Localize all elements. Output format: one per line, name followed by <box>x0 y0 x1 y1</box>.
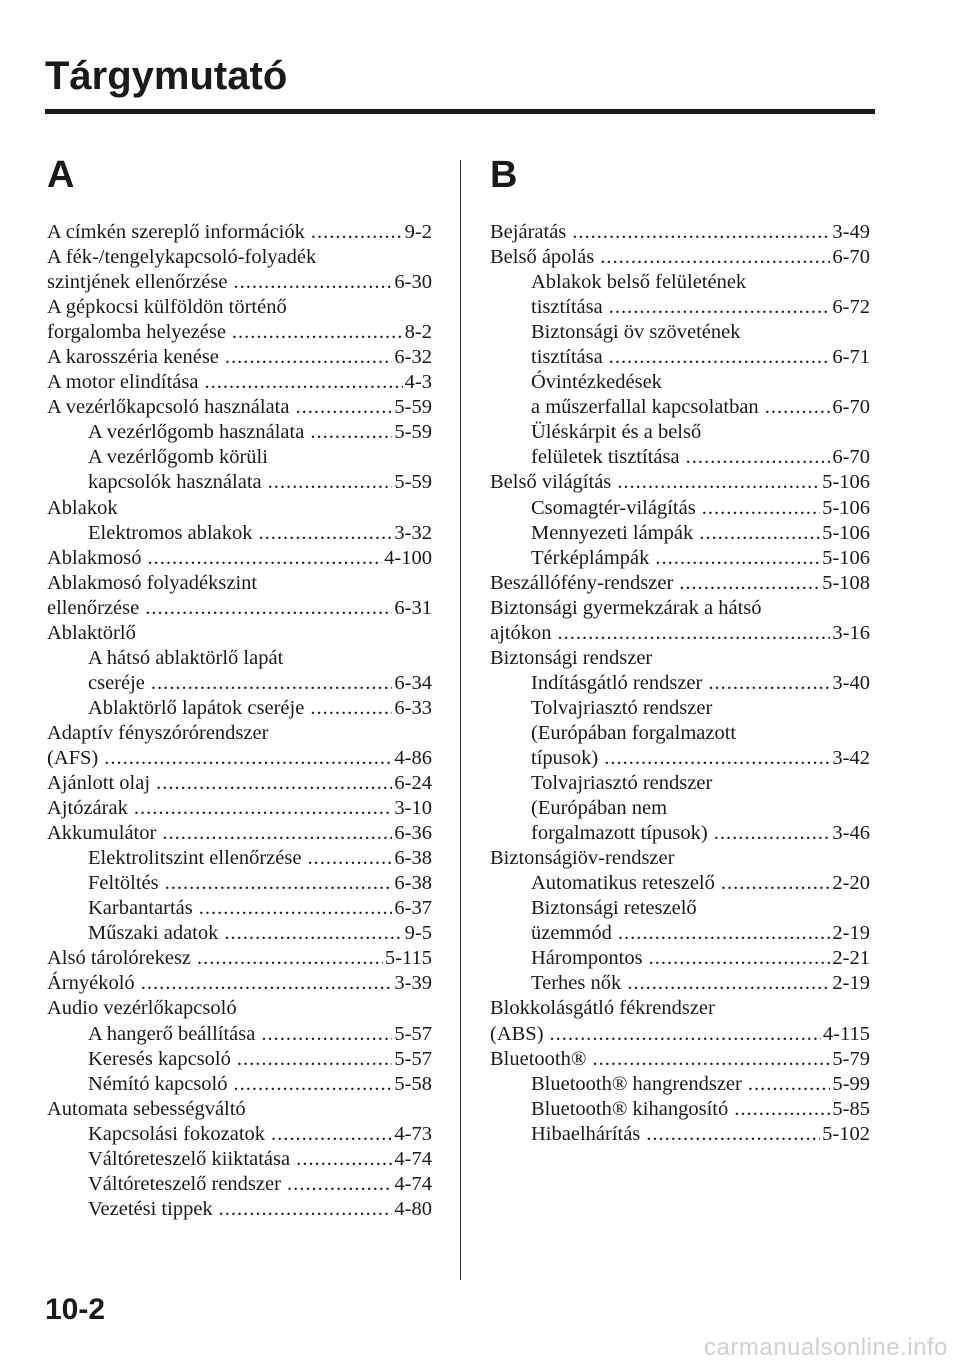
entry-page-ref: 5-58 <box>394 1072 432 1095</box>
dot-leader <box>592 1047 830 1072</box>
index-subentry <box>490 521 870 546</box>
entry-text: forgalomba helyezése <box>47 321 226 344</box>
dot-leader <box>604 746 830 771</box>
index-entry <box>490 846 870 871</box>
entry-text: Ablakok belső felületének <box>531 271 747 294</box>
entry-page-ref: 3-46 <box>832 822 870 845</box>
entry-text: Biztonságiöv-rendszer <box>490 847 675 870</box>
dot-leader <box>649 946 831 971</box>
dot-leader <box>148 546 383 571</box>
entry-page-ref: 5-59 <box>394 421 432 444</box>
index-entry <box>490 470 870 495</box>
entry-text: A hátsó ablaktörlő lapát <box>88 646 284 669</box>
entry-text: Akkumulátor <box>47 822 157 845</box>
dot-leader <box>233 270 392 295</box>
entry-text: A címkén szereplő információk <box>47 221 305 243</box>
entry-text: Belső ápolás <box>490 246 595 269</box>
entry-text: Bluetooth® hangrendszer <box>531 1072 742 1095</box>
entry-text: A vezérlőgomb körüli <box>88 446 268 469</box>
index-subentry <box>47 470 432 495</box>
entry-text: Tolvajriasztó rendszer <box>531 772 713 795</box>
entry-page-ref: 6-30 <box>394 271 432 294</box>
dot-leader <box>550 1022 821 1047</box>
entry-page-ref: 6-70 <box>832 446 870 469</box>
entry-text: Óvintézkedések <box>531 371 662 394</box>
header-rule <box>45 109 875 114</box>
entry-text: (ABS) <box>490 1022 544 1045</box>
entry-text: Terhes nők <box>531 972 622 995</box>
entry-page-ref: 4-100 <box>384 546 432 569</box>
index-subentry <box>47 646 432 671</box>
dot-leader <box>679 571 820 596</box>
entry-page-ref: 3-32 <box>394 521 432 544</box>
entry-text: (AFS) <box>47 746 99 769</box>
index-entry <box>490 996 870 1021</box>
index-entry <box>490 245 870 270</box>
dot-leader <box>224 921 402 946</box>
dot-leader <box>765 395 831 420</box>
entry-page-ref: 3-10 <box>394 797 432 820</box>
entry-page-ref: 4-3 <box>404 371 432 394</box>
index-entry <box>47 395 432 420</box>
entry-page-ref: 5-102 <box>822 1122 870 1145</box>
dot-leader <box>271 1122 392 1147</box>
index-subentry <box>490 395 870 420</box>
entry-text: tisztítása <box>531 296 603 319</box>
entry-page-ref: 2-21 <box>832 947 870 970</box>
entry-text: A vezérlőkapcsoló használata <box>47 396 290 419</box>
index-entry <box>47 270 432 295</box>
index-subentry <box>490 1097 870 1122</box>
index-subentry <box>490 696 870 721</box>
index-column-a <box>47 150 432 1222</box>
index-subentry <box>490 921 870 946</box>
index-subentry <box>47 1172 432 1197</box>
entry-text: Biztonsági öv szövetének <box>531 321 741 344</box>
entry-page-ref: 4-80 <box>394 1197 432 1220</box>
index-entry <box>47 796 432 821</box>
index-subentry <box>490 546 870 571</box>
entry-text: A karosszéria kenése <box>47 346 219 369</box>
entry-page-ref: 4-73 <box>394 1122 432 1145</box>
index-entry <box>490 220 870 245</box>
entry-text: Biztonsági reteszelő <box>531 897 697 920</box>
entry-text: Belső világítás <box>490 471 612 494</box>
entry-page-ref: 3-42 <box>832 746 870 769</box>
dot-leader <box>104 746 392 771</box>
entry-page-ref: 6-70 <box>832 246 870 269</box>
entry-page-ref: 3-16 <box>832 621 870 644</box>
watermark: carmanualsonline.info <box>704 1334 948 1361</box>
dot-leader <box>232 320 403 345</box>
index-entry <box>47 971 432 996</box>
entry-text: Biztonsági rendszer <box>490 646 653 669</box>
entry-page-ref: 6-24 <box>394 772 432 795</box>
index-subentry <box>47 1122 432 1147</box>
dot-leader <box>261 1022 392 1047</box>
section-letter-b: B <box>490 154 518 196</box>
entry-text: Ablakmosó <box>47 546 142 569</box>
dot-leader <box>721 871 831 896</box>
entry-text: ajtókon <box>490 621 552 644</box>
dot-leader <box>572 220 830 245</box>
entry-text: forgalmazott típusok) <box>531 822 708 845</box>
dot-leader <box>748 1072 831 1097</box>
dot-leader <box>558 621 831 646</box>
dot-leader <box>618 921 831 946</box>
entry-text: Üléskárpit és a belső <box>531 421 702 444</box>
entry-text: Adaptív fényszórórendszer <box>47 721 269 744</box>
entry-page-ref: 3-39 <box>394 972 432 995</box>
entry-text: Automata sebességváltó <box>47 1097 246 1120</box>
index-subentry <box>47 846 432 871</box>
entry-text: Feltöltés <box>88 872 159 895</box>
dot-leader <box>627 971 830 996</box>
entry-page-ref: 6-36 <box>394 822 432 845</box>
entry-page-ref: 5-106 <box>822 546 870 569</box>
entry-text: Ablaktörlő lapátok cseréje <box>88 696 305 719</box>
dot-leader <box>197 946 383 971</box>
index-subentry <box>490 1072 870 1097</box>
index-entry <box>47 245 432 270</box>
dot-leader <box>617 470 820 495</box>
index-subentry <box>47 1047 432 1072</box>
dot-leader <box>310 696 392 721</box>
entry-page-ref: 4-74 <box>394 1172 432 1195</box>
index-entry <box>490 621 870 646</box>
dot-leader <box>295 395 392 420</box>
entry-text: Műszaki adatok <box>88 922 219 945</box>
entry-page-ref: 6-71 <box>832 346 870 369</box>
entry-page-ref: 5-59 <box>394 396 432 419</box>
entry-text: Ablakok <box>47 496 118 519</box>
entry-page-ref: 3-40 <box>832 671 870 694</box>
index-subentry <box>47 921 432 946</box>
entry-page-ref: 9-2 <box>404 221 432 243</box>
entry-text: A gépkocsi külföldön történő <box>47 296 287 319</box>
entry-text: Blokkolásgátló fékrendszer <box>490 997 715 1020</box>
index-subentry <box>490 796 870 821</box>
entry-page-ref: 5-108 <box>822 571 870 594</box>
index-entry <box>47 621 432 646</box>
entry-page-ref: 5-57 <box>394 1047 432 1070</box>
dot-leader <box>702 496 820 521</box>
section-letter-a: A <box>47 154 75 196</box>
entry-text: Váltóreteszelő rendszer <box>88 1172 281 1195</box>
entry-text: Bejáratás <box>490 221 567 243</box>
index-entry <box>47 746 432 771</box>
entry-text: Ajánlott olaj <box>47 772 151 795</box>
dot-leader <box>225 345 393 370</box>
index-subentry <box>490 746 870 771</box>
index-entry <box>47 320 432 345</box>
index-subentry <box>490 721 870 746</box>
index-entry <box>47 345 432 370</box>
dot-leader <box>734 1097 830 1122</box>
entry-text: Hibaelhárítás <box>531 1122 641 1145</box>
entry-page-ref: 6-38 <box>394 847 432 870</box>
entry-text: szintjének ellenőrzése <box>47 271 228 294</box>
index-subentry <box>47 420 432 445</box>
index-entry <box>47 370 432 395</box>
entry-text: felületek tisztítása <box>531 446 680 469</box>
dot-leader <box>237 1047 393 1072</box>
dot-leader <box>156 771 392 796</box>
index-subentry <box>47 521 432 546</box>
entry-text: Keresés kapcsoló <box>88 1047 231 1070</box>
dot-leader <box>609 345 831 370</box>
entry-text: Bluetooth® kihangosító <box>531 1097 729 1120</box>
entry-page-ref: 5-106 <box>822 471 870 494</box>
index-subentry <box>47 1147 432 1172</box>
dot-leader <box>134 796 393 821</box>
entry-text: Váltóreteszelő kiiktatása <box>88 1147 291 1170</box>
dot-leader <box>199 896 393 921</box>
entry-text: Csomagtér-világítás <box>531 496 696 519</box>
index-entry <box>47 546 432 571</box>
entry-text: A fék-/tengelykapcsoló-folyadék <box>47 246 317 269</box>
index-subentry <box>47 896 432 921</box>
column-divider <box>460 160 461 1280</box>
index-entry <box>490 646 870 671</box>
dot-leader <box>307 846 392 871</box>
index-entries-b <box>490 220 870 1147</box>
entry-text: Mennyezeti lámpák <box>531 521 694 544</box>
entry-text: Tolvajriasztó rendszer <box>531 696 713 719</box>
index-column-b <box>490 150 870 1147</box>
page-number: 10-2 <box>45 1293 106 1326</box>
entry-page-ref: 5-79 <box>832 1047 870 1070</box>
index-subentry <box>490 971 870 996</box>
entry-text: Vezetési tippek <box>88 1197 213 1220</box>
dot-leader <box>655 546 820 571</box>
entry-page-ref: 4-115 <box>822 1022 870 1045</box>
entry-page-ref: 6-31 <box>394 596 432 619</box>
index-entry <box>47 496 432 521</box>
entry-page-ref: 5-106 <box>822 496 870 519</box>
index-entry <box>490 1022 870 1047</box>
entry-page-ref: 5-106 <box>822 521 870 544</box>
index-subentry <box>490 320 870 345</box>
index-subentry <box>490 345 870 370</box>
dot-leader <box>708 671 830 696</box>
index-subentry <box>490 671 870 696</box>
entry-text: Kapcsolási fokozatok <box>88 1122 266 1145</box>
entry-text: Térképlámpák <box>531 546 650 569</box>
dot-leader <box>162 821 392 846</box>
dot-leader <box>609 295 831 320</box>
entry-text: tisztítása <box>531 346 603 369</box>
index-entry <box>47 220 432 245</box>
entry-text: Audio vezérlőkapcsoló <box>47 997 237 1020</box>
entry-text: Árnyékoló <box>47 972 135 995</box>
index-entry <box>47 821 432 846</box>
dot-leader <box>234 1072 393 1097</box>
entry-page-ref: 4-74 <box>394 1147 432 1170</box>
dot-leader <box>296 1147 392 1172</box>
index-subentry <box>490 445 870 470</box>
entry-text: Hárompontos <box>531 947 643 970</box>
index-subentry <box>490 295 870 320</box>
entry-text: üzemmód <box>531 922 612 945</box>
entry-text: Némító kapcsoló <box>88 1072 228 1095</box>
entry-text: Ablakmosó folyadékszint <box>47 571 258 594</box>
entry-text: Karbantartás <box>88 897 193 920</box>
dot-leader <box>310 420 392 445</box>
index-entry <box>47 996 432 1021</box>
entry-page-ref: 6-32 <box>394 346 432 369</box>
entry-text: típusok) <box>531 746 599 769</box>
entry-text: cseréje <box>88 671 145 694</box>
entry-page-ref: 4-86 <box>394 746 432 769</box>
dot-leader <box>287 1172 392 1197</box>
entry-text: Elektrolitszint ellenőrzése <box>88 847 302 870</box>
entry-page-ref: 3-49 <box>832 221 870 243</box>
index-subentry <box>490 370 870 395</box>
entry-page-ref: 5-85 <box>832 1097 870 1120</box>
index-subentry <box>490 821 870 846</box>
entry-page-ref: 2-19 <box>832 972 870 995</box>
entry-page-ref: 6-33 <box>394 696 432 719</box>
entry-text: kapcsolók használata <box>88 471 262 494</box>
index-subentry <box>490 946 870 971</box>
index-entry <box>47 721 432 746</box>
dot-leader <box>311 220 403 245</box>
index-entry <box>490 596 870 621</box>
dot-leader <box>145 596 392 621</box>
index-subentry <box>490 496 870 521</box>
index-entry <box>47 771 432 796</box>
entry-text: Automatikus reteszelő <box>531 872 715 895</box>
index-subentry <box>490 420 870 445</box>
index-subentry <box>47 1072 432 1097</box>
entry-text: Bluetooth® <box>490 1047 587 1070</box>
index-entry <box>47 571 432 596</box>
entry-page-ref: 5-59 <box>394 471 432 494</box>
index-entry <box>490 571 870 596</box>
entry-text: ellenőrzése <box>47 596 140 619</box>
entry-page-ref: 6-70 <box>832 396 870 419</box>
dot-leader <box>646 1122 820 1147</box>
entry-text: Ablaktörlő <box>47 621 136 644</box>
entry-text: Alsó tárolórekesz <box>47 947 192 970</box>
index-entry <box>47 946 432 971</box>
dot-leader <box>259 521 393 546</box>
entry-text: Beszállófény-rendszer <box>490 571 674 594</box>
entry-text: Indításgátló rendszer <box>531 671 703 694</box>
entry-text: (Európában forgalmazott <box>531 721 737 744</box>
dot-leader <box>699 521 820 546</box>
entry-page-ref: 5-57 <box>394 1022 432 1045</box>
index-subentry <box>490 871 870 896</box>
entry-page-ref: 6-38 <box>394 872 432 895</box>
index-entry <box>490 1047 870 1072</box>
entry-text: A hangerő beállítása <box>88 1022 256 1045</box>
index-subentry <box>490 1122 870 1147</box>
entry-text: A motor elindítása <box>47 371 199 394</box>
index-subentry <box>47 671 432 696</box>
entry-page-ref: 2-19 <box>832 922 870 945</box>
page-title: Tárgymutató <box>45 54 288 98</box>
dot-leader <box>600 245 830 270</box>
entry-text: Ajtózárak <box>47 797 128 820</box>
dot-leader <box>268 470 393 495</box>
entry-page-ref: 8-2 <box>404 321 432 344</box>
dot-leader <box>219 1197 393 1222</box>
dot-leader <box>714 821 831 846</box>
index-subentry <box>47 445 432 470</box>
dot-leader <box>686 445 831 470</box>
entry-page-ref: 6-37 <box>394 897 432 920</box>
dot-leader <box>151 671 393 696</box>
index-entries-a <box>47 220 432 1222</box>
index-entry <box>47 1097 432 1122</box>
index-entry <box>47 295 432 320</box>
index-subentry <box>490 270 870 295</box>
entry-page-ref: 6-34 <box>394 671 432 694</box>
index-subentry <box>47 696 432 721</box>
entry-page-ref: 2-20 <box>832 872 870 895</box>
entry-text: A vezérlőgomb használata <box>88 421 305 444</box>
index-subentry <box>47 1197 432 1222</box>
index-subentry <box>47 1022 432 1047</box>
index-subentry <box>490 771 870 796</box>
index-entry <box>47 596 432 621</box>
dot-leader <box>141 971 393 996</box>
entry-text: Elektromos ablakok <box>88 521 253 544</box>
entry-text: a műszerfallal kapcsolatban <box>531 396 759 419</box>
entry-page-ref: 6-72 <box>832 296 870 319</box>
entry-text: Biztonsági gyermekzárak a hátsó <box>490 596 762 619</box>
entry-page-ref: 9-5 <box>404 922 432 945</box>
dot-leader <box>165 871 393 896</box>
entry-page-ref: 5-115 <box>384 947 432 970</box>
entry-text: (Európában nem <box>531 797 668 820</box>
index-subentry <box>490 896 870 921</box>
entry-page-ref: 5-99 <box>832 1072 870 1095</box>
index-subentry <box>47 871 432 896</box>
dot-leader <box>204 370 402 395</box>
